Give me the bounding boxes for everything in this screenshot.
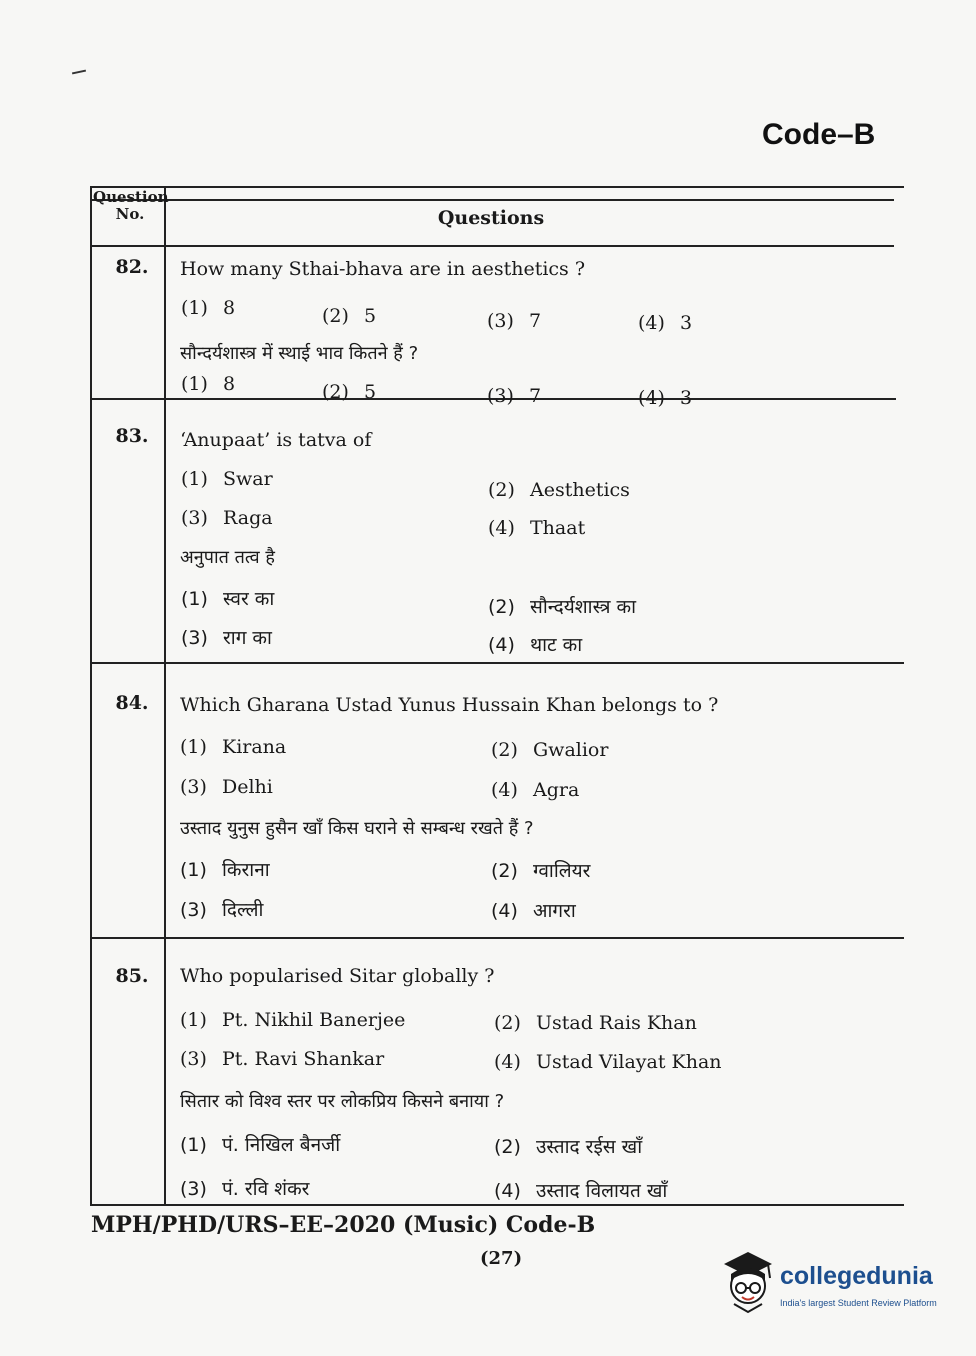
question-number: 85. bbox=[115, 965, 149, 987]
option: (3) दिल्ली bbox=[180, 899, 264, 921]
option: (4) Thaat bbox=[488, 517, 586, 539]
question-number: 84. bbox=[115, 692, 149, 714]
column-divider bbox=[164, 186, 166, 1206]
option: (3) Delhi bbox=[180, 776, 273, 798]
option: (1) किराना bbox=[180, 859, 270, 881]
option: (2) ग्वालियर bbox=[491, 860, 591, 882]
row-divider bbox=[90, 662, 904, 664]
page-number: (27) bbox=[480, 1248, 523, 1269]
option: (3) राग का bbox=[181, 627, 272, 649]
student-mascot-icon bbox=[718, 1248, 778, 1314]
option: (4) 3 bbox=[638, 387, 693, 409]
option: (2) Gwalior bbox=[491, 739, 609, 761]
option: (4) Ustad Vilayat Khan bbox=[494, 1051, 722, 1073]
option: (1) 8 bbox=[181, 373, 236, 395]
option: (1) Kirana bbox=[180, 736, 287, 758]
stray-mark bbox=[72, 70, 86, 75]
option: (1) 8 bbox=[181, 297, 236, 319]
header-bottom-rule bbox=[90, 245, 894, 247]
question-text-english: Who popularised Sitar globally ? bbox=[180, 965, 495, 987]
option: (2) उस्ताद रईस खाँ bbox=[494, 1136, 643, 1158]
option: (4) Agra bbox=[491, 779, 580, 801]
option: (3) पं. रवि शंकर bbox=[180, 1178, 310, 1200]
logo-wordmark: collegedunia bbox=[780, 1262, 933, 1290]
option: (2) सौन्दर्यशास्त्र का bbox=[488, 596, 637, 618]
question-number: 83. bbox=[115, 425, 149, 447]
option: (3) Raga bbox=[181, 507, 273, 529]
question-text-english: How many Sthai-bhava are in aesthetics ? bbox=[180, 258, 586, 280]
row-divider bbox=[90, 937, 904, 939]
option: (4) आगरा bbox=[491, 900, 576, 922]
exam-footer: MPH/PHD/URS–EE–2020 (Music) Code-B bbox=[91, 1212, 596, 1238]
option: (2) 5 bbox=[322, 381, 377, 403]
question-text-hindi: सितार को विश्व स्तर पर लोकप्रिय किसने बनाया ? bbox=[180, 1091, 505, 1112]
option: (2) Ustad Rais Khan bbox=[494, 1012, 697, 1034]
option: (2) 5 bbox=[322, 305, 377, 327]
option: (1) Swar bbox=[181, 468, 273, 490]
option: (1) स्वर का bbox=[181, 588, 275, 610]
column-header-questions: Questions bbox=[437, 207, 545, 229]
option: (1) Pt. Nikhil Banerjee bbox=[180, 1009, 406, 1031]
question-text-hindi: उस्ताद युनुस हुसैन खाँ किस घराने से सम्बन्ध रखते हैं ? bbox=[180, 818, 534, 839]
question-text-hindi: सौन्दर्यशास्त्र में स्थाई भाव कितने हैं ? bbox=[180, 343, 419, 364]
logo-tagline: India's largest Student Review Platform bbox=[780, 1298, 937, 1308]
option: (1) पं. निखिल बैनर्जी bbox=[180, 1134, 341, 1156]
collegedunia-logo bbox=[718, 1248, 948, 1318]
option: (2) Aesthetics bbox=[488, 479, 630, 501]
question-text-english: ‘Anupaat’ is tatva of bbox=[180, 429, 372, 451]
option: (4) थाट का bbox=[488, 634, 583, 656]
option: (3) 7 bbox=[487, 310, 542, 332]
header-top-rule bbox=[90, 199, 894, 201]
option: (4) उस्ताद विलायत खाँ bbox=[494, 1180, 668, 1202]
question-number: 82. bbox=[115, 256, 149, 278]
question-text-hindi: अनुपात तत्व है bbox=[180, 547, 275, 568]
question-text-english: Which Gharana Ustad Yunus Hussain Khan belongs to ? bbox=[180, 694, 719, 716]
column-header-question-no: Question No. bbox=[93, 188, 169, 223]
option: (4) 3 bbox=[638, 312, 693, 334]
code-heading: Code–B bbox=[762, 118, 876, 151]
option: (3) Pt. Ravi Shankar bbox=[180, 1048, 385, 1070]
option: (3) 7 bbox=[487, 385, 542, 407]
